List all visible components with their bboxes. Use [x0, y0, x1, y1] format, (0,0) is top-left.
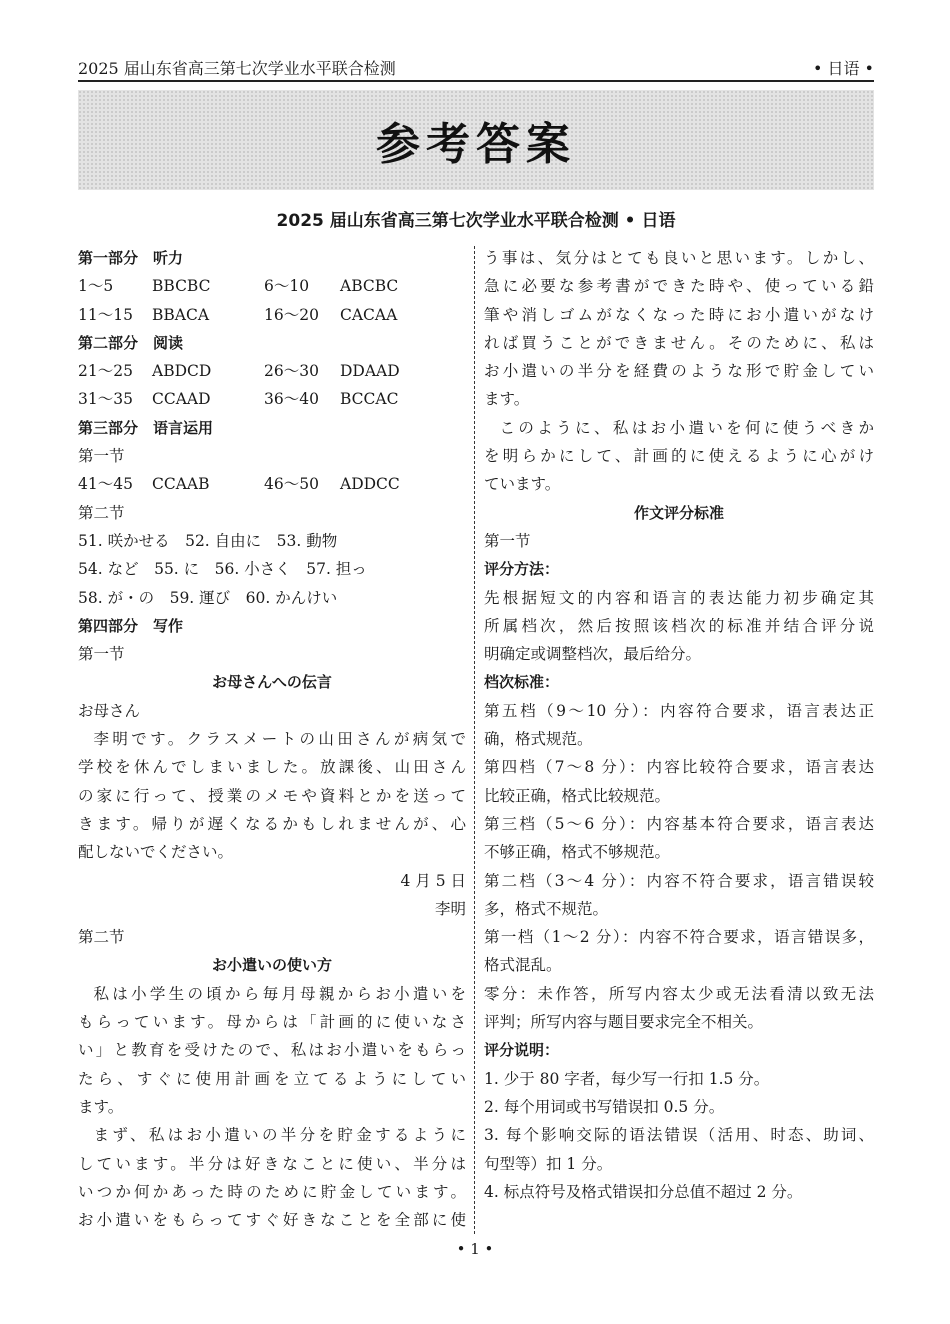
language-heading: 第三部分 语言运用: [78, 418, 214, 437]
question-range: 26～30: [264, 362, 319, 381]
scoring-title: 作文评分标准: [633, 503, 724, 522]
fill-answer-line: 54. など 55. に 56. 小さく 57. 担っ: [78, 560, 367, 579]
left-column: [78, 244, 466, 1234]
method-heading: 评分方法：: [484, 560, 560, 579]
answer-key: ADDCC: [340, 475, 400, 494]
essay-line: お小遣いをもらってすぐ好きなことを全部に使: [78, 1211, 466, 1230]
answer-key: BCCAC: [340, 390, 399, 409]
header-exam-title: 2025 届山东省高三第七次学业水平联合检测: [78, 59, 396, 78]
notes-heading: 评分说明：: [484, 1041, 560, 1060]
question-range: 41～45: [78, 475, 133, 494]
section-label: 第一节: [484, 531, 531, 550]
answer-row: [78, 357, 466, 385]
page-number: • 1 •: [456, 1240, 494, 1258]
scoring-line: 所属档次，然后按照该档次的标准并结合评分说: [484, 616, 874, 635]
page-header: [78, 52, 874, 82]
essay-line: ます。: [78, 1097, 124, 1116]
essay2-title: お小遣いの使い方: [211, 956, 332, 975]
level-heading: 档次标准：: [484, 673, 560, 692]
right-column: [484, 244, 874, 1206]
scoring-note: 1. 少于 80 字者，每少写一行扣 1.5 分。: [484, 1069, 770, 1088]
essay-line: ています。: [484, 475, 561, 494]
essay-line: 学校を休んでしまいました。放課後、山田さん: [78, 758, 466, 777]
answer-row: [78, 385, 466, 413]
essay-line: きます。帰りが遅くなるかもしれませんが、心: [78, 814, 466, 833]
essay-line: 私は小学生の頃から毎月母親からお小遣いを: [93, 984, 466, 1003]
scoring-note: 3. 每个影响交际的语法错误（活用、时态、助词、: [484, 1126, 874, 1145]
answer-key: DDAAD: [340, 362, 400, 381]
document-title: 2025 届山东省高三第七次学业水平联合检测 • 日语: [276, 211, 676, 231]
scoring-line: 零分：未作答，所写内容太少或无法看清以致无法: [484, 984, 874, 1003]
question-range: 16～20: [264, 305, 319, 324]
question-range: 6～10: [264, 277, 310, 296]
answer-key: BBACA: [152, 305, 210, 324]
question-range: 1～5: [78, 277, 114, 296]
section-label: 第一节: [78, 447, 125, 466]
listening-heading: 第一部分 听力: [78, 249, 184, 267]
essay1-date: 4 月 5 日: [400, 871, 466, 890]
column-divider: [474, 246, 475, 1234]
essay-line: の家に行って、授業のメモや資料とかを送って: [78, 786, 466, 805]
scoring-note: 4. 标点符号及格式错误扣分总值不超过 2 分。: [484, 1182, 803, 1201]
fill-answer-line: 58. が・の 59. 運び 60. かんけい: [78, 588, 338, 607]
answer-key: ABCBC: [340, 277, 399, 296]
essay-line: まず、私はお小遣いの半分を貯金するように: [93, 1126, 466, 1145]
question-range: 46～50: [264, 475, 319, 494]
answer-key: CACAA: [340, 305, 398, 324]
banner-title: 参考答案: [376, 119, 576, 170]
essay1-salutation: お母さん: [78, 701, 141, 720]
essay-line: れば買うことができません。そのために、私は: [484, 333, 874, 352]
essay-line: 急に必要な参考書ができた時や、使っている鉛: [484, 277, 874, 296]
essay-line: このように、私はお小遣いを何に使うべきか: [499, 418, 874, 437]
essay-line: たら、すぐに使用計画を立てるようにしてい: [78, 1069, 466, 1088]
essay-line: 筆や消しゴムがなくなった時にお小遣いがなけ: [484, 305, 874, 324]
answer-key: BBCBC: [152, 277, 211, 296]
scoring-line: 第二档（3～4 分）：内容不符合要求，语言错误较: [484, 871, 874, 890]
scoring-line: 先根据短文的内容和语言的表达能力初步确定其: [484, 588, 874, 607]
essay1-title: お母さんへの伝言: [212, 673, 332, 692]
scoring-line: 评判；所写内容与题目要求完全不相关。: [484, 1013, 764, 1032]
answer-key: ABDCD: [152, 362, 212, 381]
answer-key: CCAAD: [152, 390, 211, 409]
scoring-line: 比较正确，格式比较规范。: [484, 786, 671, 805]
scoring-line: 第四档（7～8 分）：内容比较符合要求，语言表达: [484, 758, 874, 777]
scoring-line: 不够正确，格式不够规范。: [484, 843, 671, 862]
essay-line: もらっています。母からは「計画的に使いなさ: [78, 1013, 466, 1032]
essay1-signature: 李明: [434, 899, 466, 918]
answer-row: [78, 470, 466, 498]
question-range: 21～25: [78, 362, 133, 381]
scoring-note: 句型等）扣 1 分。: [484, 1154, 613, 1173]
essay-line: しています。半分は好きなことに使い、半分は: [78, 1154, 466, 1173]
reading-heading: 第二部分 阅读: [78, 333, 184, 352]
header-subject: • 日语 •: [812, 59, 874, 78]
question-range: 36～40: [264, 390, 319, 409]
scoring-line: 多，格式不规范。: [484, 899, 609, 918]
section-label: 第一节: [78, 645, 125, 664]
essay-line: いつか何かあった時のために貯金しています。: [78, 1182, 466, 1201]
answer-row: [78, 272, 466, 300]
essay-line: 配しないでください。: [78, 843, 234, 862]
scoring-line: 第三档（5～6 分）：内容基本符合要求，语言表达: [484, 814, 874, 833]
answer-banner: [78, 90, 874, 190]
essay-line: い」と教育を受けたので、私はお小遣いをもらっ: [78, 1041, 466, 1060]
scoring-line: 格式混乱。: [484, 956, 562, 975]
essay-line: ます。: [484, 390, 530, 409]
scoring-note: 2. 每个用词或书写错误扣 0.5 分。: [484, 1097, 725, 1116]
answer-row: [78, 301, 466, 329]
essay-line: お小遣いの半分を経費のような形で貯金してい: [484, 362, 874, 381]
essay-line: を明らかにして、計画的に使えるように心がけ: [484, 447, 874, 466]
scoring-line: 第一档（1～2 分）：内容不符合要求，语言错误多，: [484, 928, 874, 947]
writing-heading: 第四部分 写作: [78, 616, 184, 635]
question-range: 11～15: [78, 305, 133, 324]
essay-line: 李明です。クラスメートの山田さんが病気で: [93, 730, 466, 749]
section-label: 第二节: [78, 928, 125, 947]
fill-answer-line: 51. 咲かせる 52. 自由に 53. 動物: [78, 531, 338, 550]
scoring-line: 第五档（9～10 分）：内容符合要求，语言表达正: [484, 701, 874, 720]
scoring-line: 确，格式规范。: [484, 730, 593, 749]
scoring-line: 明确定或调整档次，最后给分。: [484, 645, 702, 664]
essay-line: う事は、気分はとても良いと思います。しかし、: [484, 249, 874, 267]
question-range: 31～35: [78, 390, 133, 409]
section-label: 第二节: [78, 503, 125, 522]
answer-key: CCAAB: [152, 475, 210, 494]
